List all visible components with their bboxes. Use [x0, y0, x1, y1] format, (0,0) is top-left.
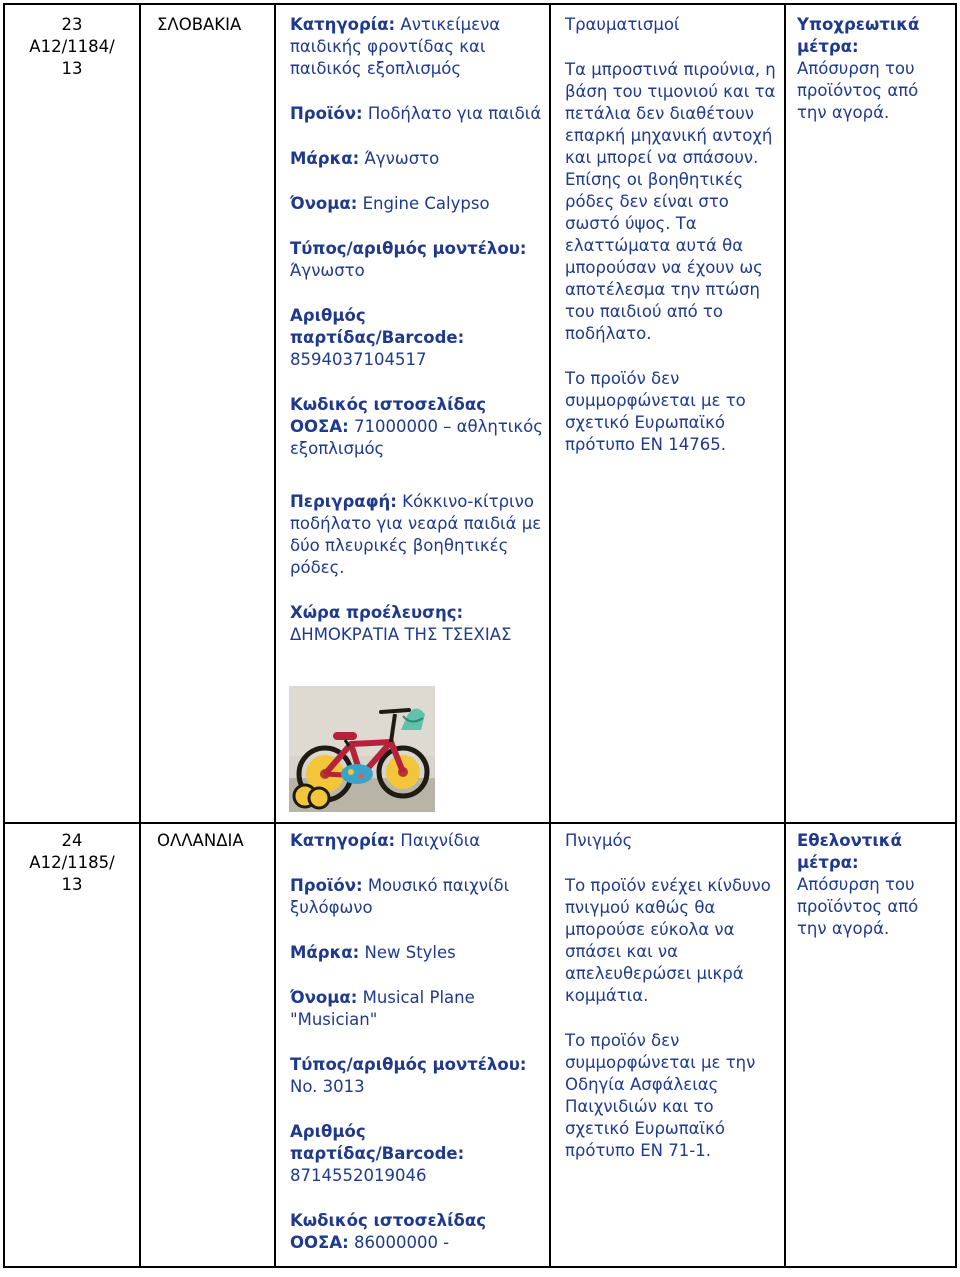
name-value: Engine Calypso — [362, 194, 490, 213]
row-2-product-cell — [290, 830, 546, 1277]
oecd-value: 71000000 – αθλητικός εξοπλισμός — [290, 417, 543, 458]
row-2-measures-cell — [797, 830, 947, 940]
risk-description: Τα μπροστινά πιρούνια, η βάση του τιμονιού και τα πετάλια δεν διαθέτουν επαρκή μηχανική αντοχή και μπορεί να σπάσουν. Επίσης οι βοηθητικές ρόδες δεν είναι στο σωστό ύψος. Τα ελαττώματα αυτά θα μπορούσαν να έχουν ως αποτέλεσμα την πτώση του παιδιού από το ποδήλατο. — [565, 60, 776, 343]
brand-label: Μάρκα: — [290, 943, 360, 962]
model-label: Τύπος/αριθμός μοντέλου: — [290, 1055, 527, 1074]
batch-label-cont: παρτίδας/Barcode: — [290, 1144, 465, 1163]
origin-label: Χώρα προέλευσης: — [290, 603, 464, 622]
name-line — [290, 987, 546, 1031]
row-number: 24 — [61, 831, 83, 850]
measures-label: Υποχρεωτικά μέτρα: — [797, 15, 920, 56]
origin-line — [290, 602, 546, 646]
table-border-top — [3, 3, 957, 5]
brand-line — [290, 148, 546, 170]
product-label: Προϊόν: — [290, 876, 363, 895]
oecd-line — [290, 394, 546, 460]
product-value: Μουσικό παιχνίδι ξυλόφωνο — [290, 876, 510, 917]
measures-value: Απόσυρση του προϊόντος από την αγορά. — [797, 59, 919, 122]
row-2-risk-cell — [565, 830, 781, 1185]
measures-value: Απόσυρση του προϊόντος από την αγορά. — [797, 875, 919, 938]
brand-label: Μάρκα: — [290, 149, 360, 168]
row-1-risk-cell — [565, 14, 781, 479]
oecd-label: Κωδικός ιστοσελίδας — [290, 395, 486, 414]
category-value: Αντικείμενα παιδικής φροντίδας και παιδικός εξοπλισμός — [290, 15, 501, 78]
row-1-number-cell — [5, 14, 139, 80]
risk-compliance: Το προϊόν δεν συμμορφώνεται με την Οδηγία Ασφάλειας Παιχνιδιών και το σχετικό Ευρωπαϊκό πρότυπο EN 71-1. — [565, 1031, 756, 1160]
model-value: No. 3013 — [290, 1077, 365, 1096]
brand-value: New Styles — [364, 943, 456, 962]
description-label: Περιγραφή: — [290, 492, 397, 511]
risk-compliance: Το προϊόν δεν συμμορφώνεται με το σχετικό Ευρωπαϊκό πρότυπο EN 14765. — [565, 369, 746, 454]
column-divider-2 — [139, 3, 141, 1268]
reference-code: A12/1184/ — [29, 37, 115, 56]
row-2-country-cell — [157, 830, 272, 852]
reference-code-suffix: 13 — [61, 59, 83, 78]
column-divider-6 — [955, 3, 957, 1268]
column-divider-4 — [549, 3, 551, 1268]
product-photo-bicycle — [289, 686, 435, 812]
oecd-label: Κωδικός ιστοσελίδας — [290, 1211, 486, 1230]
oecd-value: 86000000 - — [353, 1233, 450, 1252]
risk-type: Πνιγμός — [565, 831, 633, 850]
row-number: 23 — [61, 15, 83, 34]
batch-value: 8594037104517 — [290, 350, 427, 369]
oecd-label-cont: ΟΟΣΑ: — [290, 417, 349, 436]
category-value: Παιχνίδια — [400, 831, 481, 850]
row-1-measures-cell — [797, 14, 947, 124]
measures-label: Εθελοντικά μέτρα: — [797, 831, 902, 872]
brand-line — [290, 942, 546, 964]
oecd-line — [290, 1210, 546, 1254]
name-value: Musical Plane "Musician" — [290, 988, 475, 1029]
model-line — [290, 1054, 546, 1098]
product-line — [290, 103, 546, 125]
category-label: Κατηγορία: — [290, 15, 396, 34]
category-line — [290, 14, 546, 80]
model-label: Τύπος/αριθμός μοντέλου: — [290, 239, 527, 258]
column-divider-3 — [274, 3, 276, 1268]
origin-value: ΔΗΜΟΚΡΑΤΙΑ ΤΗΣ ΤΣΕΧΙΑΣ — [290, 625, 512, 644]
description-value: Κόκκινο-κίτρινο ποδήλατο για νεαρά παιδιά με δύο πλευρικές βοηθητικές ρόδες. — [290, 492, 542, 577]
model-value: Άγνωστο — [290, 261, 365, 280]
reference-code-suffix: 13 — [61, 875, 83, 894]
risk-type: Τραυματισμοί — [565, 15, 680, 34]
batch-line — [290, 305, 546, 371]
batch-value: 8714552019046 — [290, 1166, 427, 1185]
notifying-country: ΟΛΛΑΝΔΙΑ — [157, 831, 244, 850]
notifying-country: ΣΛΟΒΑΚΙΑ — [157, 15, 242, 34]
row-2-number-cell — [5, 830, 139, 896]
description-line — [290, 491, 546, 579]
batch-line — [290, 1121, 546, 1187]
product-label: Προϊόν: — [290, 104, 363, 123]
batch-label: Αριθμός — [290, 306, 366, 325]
category-line — [290, 830, 546, 852]
row-1-product-cell — [290, 14, 546, 669]
row-divider — [3, 822, 957, 824]
batch-label: Αριθμός — [290, 1122, 366, 1141]
risk-description: Το προϊόν ενέχει κίνδυνο πνιγμού καθώς θα μπορούσε εύκολα να σπάσει και να απελευθερώσει μικρά κομμάτια. — [565, 876, 771, 1005]
name-label: Όνομα: — [290, 988, 358, 1007]
name-label: Όνομα: — [290, 194, 358, 213]
oecd-label-cont: ΟΟΣΑ: — [290, 1233, 349, 1252]
reference-code: A12/1185/ — [29, 853, 115, 872]
column-divider-1 — [3, 3, 5, 1268]
product-value: Ποδήλατο για παιδιά — [367, 104, 542, 123]
name-line — [290, 193, 546, 215]
category-label: Κατηγορία: — [290, 831, 396, 850]
column-divider-5 — [784, 3, 786, 1268]
batch-label-cont: παρτίδας/Barcode: — [290, 328, 465, 347]
model-line — [290, 238, 546, 282]
product-line — [290, 875, 546, 919]
row-1-country-cell — [157, 14, 272, 36]
brand-value: Άγνωστο — [364, 149, 440, 168]
